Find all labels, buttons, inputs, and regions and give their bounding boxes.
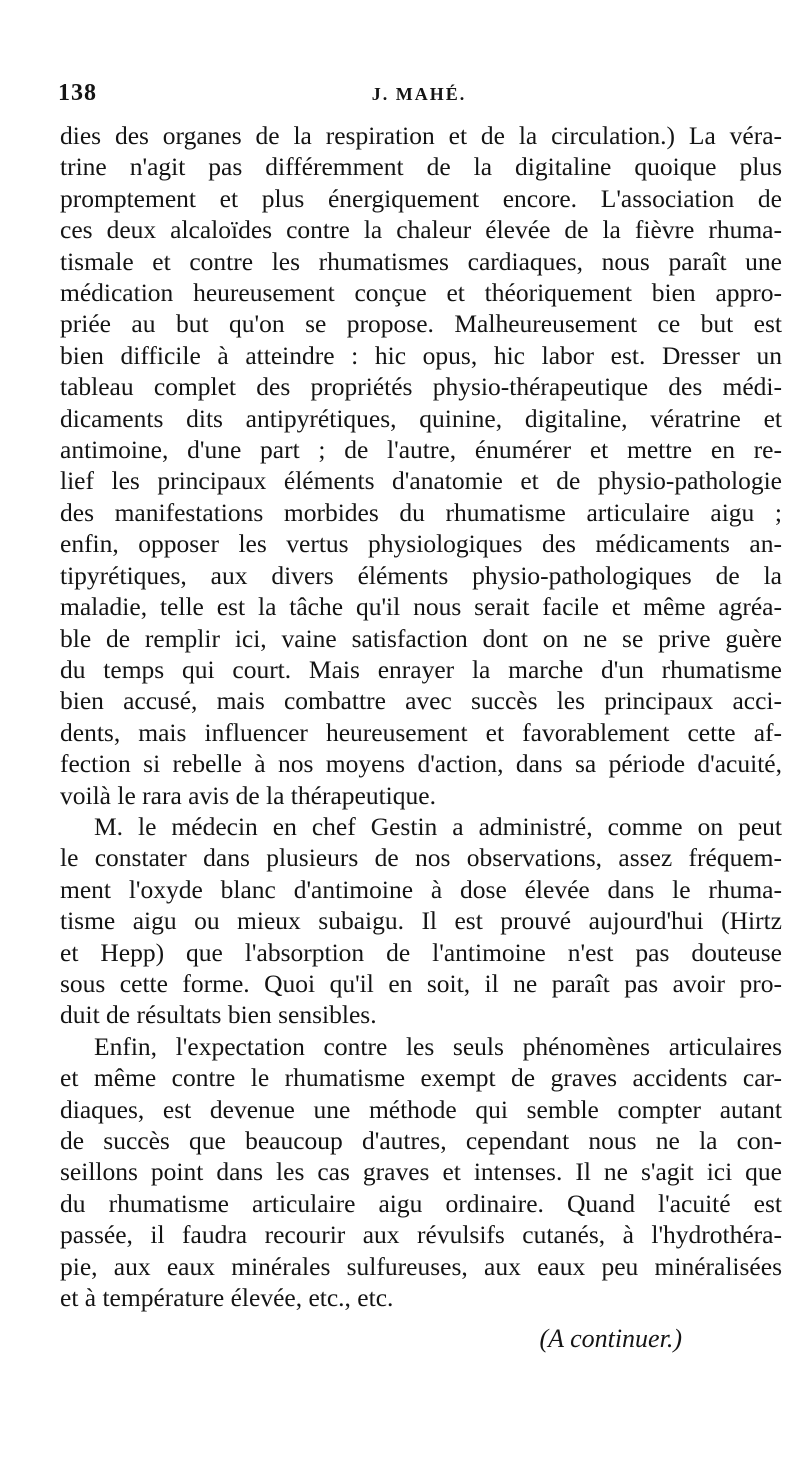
text-line: tipyrétiques, aux divers éléments physio-pathologiques de la (60, 560, 782, 590)
running-title: J. MAHÉ. (371, 84, 467, 104)
text-line: trine n'agit pas différemment de la digitaline quoique plus (60, 152, 782, 182)
text-line: pie, aux eaux minérales sulfureuses, aux eaux peu minéralisées (60, 1251, 782, 1281)
text-line: de succès que beaucoup d'autres, cependant nous ne la con- (60, 1126, 782, 1155)
text-line: Enfin, l'expectation contre les seuls phénomènes articulaires (94, 1031, 782, 1061)
text-line: voilà le rara avis de la thérapeutique. (60, 780, 436, 810)
text-line: diaques, est devenue une méthode qui semble compter autant (60, 1094, 782, 1124)
running-head (58, 80, 780, 112)
text-line: tismale et contre les rhumatismes cardiaques, nous paraît une (60, 246, 782, 276)
text-line: bien difficile à atteindre : hic opus, hic labor est. Dresser un (60, 340, 782, 370)
text-line: seillons point dans les cas graves et intenses. Il ne s'agit ici que (60, 1157, 782, 1187)
text-line: lief les principaux éléments d'anatomie et de physio-pathologie (60, 466, 782, 496)
text-line: M. le médecin en chef Gestin a administré, comme on peut (94, 811, 782, 841)
text-line: tisme aigu ou mieux subaigu. Il est prouvé aujourd'hui (Hirtz (60, 906, 782, 936)
text-line: dicaments dits antipyrétiques, quinine, digitaline, vératrine et (60, 403, 782, 433)
text-line: ces deux alcaloïdes contre la chaleur élevée de la fièvre rhuma- (60, 215, 782, 245)
text-line: tableau complet des propriétés physio-thérapeutique des médi- (60, 372, 782, 402)
text-line: médication heureusement conçue et théoriquement bien appro- (60, 278, 782, 308)
text-line: antimoine, d'une part ; de l'autre, énumérer et mettre en re- (60, 435, 782, 465)
page-number: 138 (58, 80, 97, 106)
text-line: duit de résultats bien sensibles. (60, 1000, 377, 1030)
text-line: sous cette forme. Quoi qu'il en soit, il ne paraît pas avoir pro- (60, 968, 782, 998)
text-line: ble de remplir ici, vaine satisfaction dont on ne se prive guère (60, 623, 782, 653)
text-line: priée au but qu'on se propose. Malheureusement ce but est (60, 309, 782, 339)
to-be-continued: (A continuer.) (539, 1324, 682, 1353)
text-line: du rhumatisme articulaire aigu ordinaire. Quand l'acuité est (60, 1188, 782, 1218)
text-line: dies des organes de la respiration et de la circulation.) La véra- (60, 121, 782, 150)
text-line: dents, mais influencer heureusement et favorablement cette af- (60, 717, 782, 747)
text-line: le constater dans plusieurs de nos observations, assez fréquem- (60, 843, 782, 873)
text-line: et Hepp) que l'absorption de l'antimoine n'est pas douteuse (60, 937, 782, 967)
text-line: et à température élevée, etc., etc. (60, 1283, 394, 1313)
text-line: enfin, opposer les vertus physiologiques des médicaments an- (60, 529, 782, 559)
text-line: promptement et plus énergiquement encore. L'association de (60, 183, 782, 213)
text-line: fection si rebelle à nos moyens d'action, dans sa période d'acuité, (60, 749, 782, 779)
text-line: et même contre le rhumatisme exempt de graves accidents car- (60, 1063, 782, 1093)
text-line: bien accusé, mais combattre avec succès les principaux acci- (60, 686, 782, 716)
text-line: du temps qui court. Mais enrayer la marche d'un rhumatisme (60, 654, 782, 684)
text-line: des manifestations morbides du rhumatisme articulaire aigu ; (60, 497, 782, 527)
body-text (60, 120, 782, 1313)
text-line: maladie, telle est la tâche qu'il nous serait facile et même agréa- (60, 592, 782, 622)
text-line: ment l'oxyde blanc d'antimoine à dose élevée dans le rhuma- (60, 874, 782, 904)
text-line: passée, il faudra recourir aux révulsifs cutanés, à l'hydrothéra- (60, 1220, 782, 1250)
